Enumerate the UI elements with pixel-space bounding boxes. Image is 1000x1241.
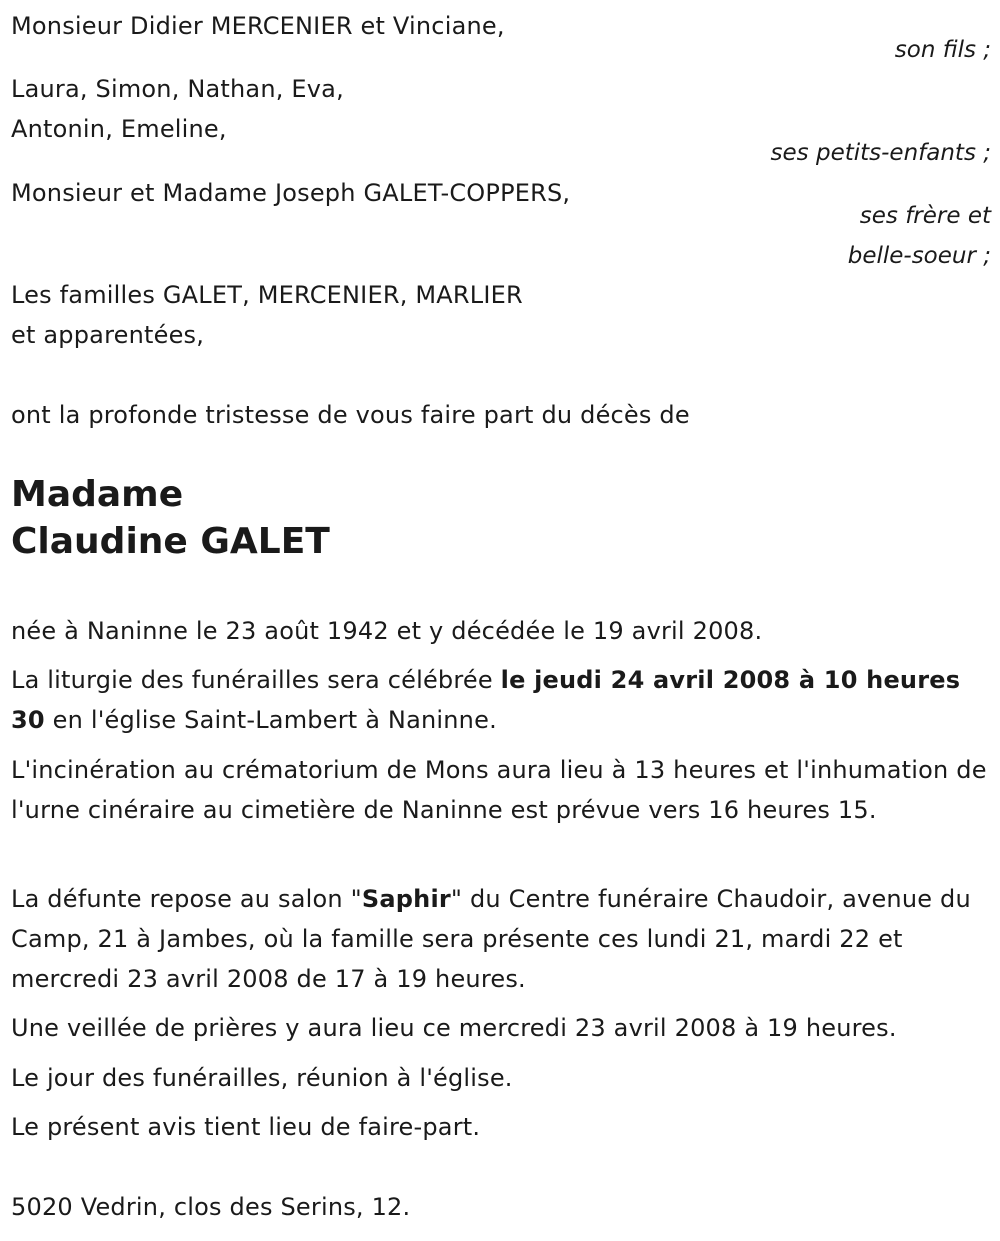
families-line-1: Les familles GALET, MERCENIER, MARLIER: [11, 281, 523, 309]
grandchildren-line-1: Laura, Simon, Nathan, Eva,: [11, 75, 344, 103]
meeting: Le jour des funérailles, réunion à l'église.: [11, 1064, 513, 1092]
repose-paragraph: [11, 879, 996, 999]
cremation-paragraph: L'incinération au crématorium de Mons aura lieu à 13 heures et l'inhumation de l'urne cinéraire au cimetière de Naninne est prévue vers 16 heures 15.: [11, 756, 987, 824]
son-role: son fils ;: [894, 37, 991, 63]
notice: Le présent avis tient lieu de faire-part.: [11, 1113, 481, 1141]
siblings-name: Monsieur et Madame Joseph GALET-COPPERS,: [11, 179, 571, 207]
address: 5020 Vedrin, clos des Serins, 12.: [11, 1193, 411, 1221]
families-line-2: et apparentées,: [11, 321, 205, 349]
liturgy-paragraph: [11, 660, 996, 740]
siblings-role-line-1: ses frère et: [859, 203, 991, 229]
deceased-title: Madame: [11, 474, 184, 515]
grandchildren-role: ses petits-enfants ;: [770, 140, 991, 166]
grandchildren-line-2: Antonin, Emeline,: [11, 115, 227, 143]
announcement: ont la profonde tristesse de vous faire part du décès de: [11, 401, 690, 429]
liturgy-date: le jeudi 24 avril 2008 à 10 heures 30: [11, 666, 961, 734]
vigil: Une veillée de prières y aura lieu ce mercredi 23 avril 2008 à 19 heures.: [11, 1014, 897, 1042]
son-name: Monsieur Didier MERCENIER et Vinciane,: [11, 12, 505, 40]
birth-death: née à Naninne le 23 août 1942 et y décédée le 19 avril 2008.: [11, 617, 763, 645]
liturgy-prefix: La liturgie des funérailles sera célébrée: [11, 666, 501, 694]
siblings-role-line-2: belle-soeur ;: [847, 243, 991, 269]
liturgy-suffix: en l'église Saint-Lambert à Naninne.: [44, 706, 497, 734]
deceased-name: Claudine GALET: [11, 521, 330, 562]
salon-name: Saphir: [361, 885, 451, 913]
repose-suffix: " du Centre funéraire Chaudoir, avenue du Camp, 21 à Jambes, où la famille sera présente ces lundi 21, mardi 22 et mercredi 23 avril 2008 de 17 à 19 heures.: [11, 885, 971, 993]
repose-prefix: La défunte repose au salon ": [11, 885, 362, 913]
